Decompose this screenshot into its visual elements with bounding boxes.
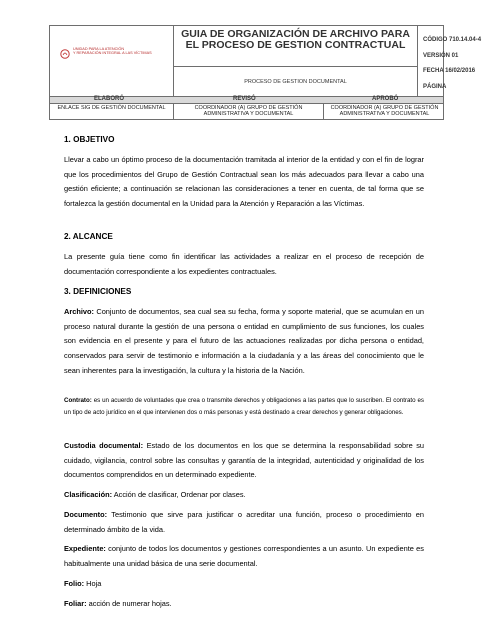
approval-labels-row — [50, 96, 443, 103]
definition-foliar — [64, 597, 424, 612]
reviso-label: REVISÓ — [233, 96, 256, 102]
process-cell — [174, 67, 417, 96]
meta-cell — [417, 26, 487, 96]
def-documento: Testimonio que sirve para justificar o acreditar una función, proceso o procedimiento en determinado ámbito de la vida. — [64, 510, 424, 534]
doc-version: VERSIÓN 01 — [423, 53, 459, 59]
logo-cell — [50, 26, 174, 96]
aprobo-value: COORDINADOR (A) GRUPO DE GESTIÓN ADMINISTRATIVA Y DOCUMENTAL — [330, 105, 439, 117]
term-contrato: Contrato: — [64, 397, 92, 404]
title-cell — [174, 26, 417, 67]
org-name-line1: UNIDAD PARA LA ATENCIÓN — [73, 46, 125, 51]
def-clasificacion: Acción de clasificar, Ordenar por clases. — [112, 490, 246, 499]
def-contrato: es un acuerdo de voluntades que crea o transmite derechos y obligaciones a las partes que lo suscriben. El contrato es un tipo de acto jurídico en el que intervienen dos o más personas y está destinado a crear derechos y generar obligaciones. — [64, 397, 424, 416]
doc-code: CÓDIGO 710.14.04-4 — [423, 37, 482, 43]
def-archivo: Conjunto de documentos, sea cual sea su fecha, forma y soporte material, que se acumulan en un proceso natural durante la gestión de una persona o entidad en cumplimiento de sus funciones, los cuales son evidencia en el presente y para el futuro de las actuaciones realizadas por dicha persona o entidad, conservados para servir de testimonio e información a la ciudadanía y a las áreas del conocimiento que le sean inherentes para la investigación, la cultura y la historia de la Nación. — [64, 307, 424, 375]
aprobo-label: APROBÓ — [372, 96, 399, 102]
term-foliar: Foliar: — [64, 599, 87, 608]
section-alcance-heading: 2. ALCANCE — [64, 232, 113, 241]
definition-clasificacion — [64, 488, 424, 503]
doc-page: PÁGINA — [423, 84, 447, 90]
term-folio: Folio: — [64, 579, 85, 588]
term-clasificacion: Clasificación: — [64, 490, 113, 499]
definition-documento — [64, 508, 424, 537]
elaboro-label: ELABORÓ — [94, 96, 124, 102]
def-foliar: acción de numerar hojas. — [86, 599, 172, 608]
term-expediente: Expediente: — [64, 544, 106, 553]
document-header-table — [49, 25, 482, 120]
term-archivo: Archivo: — [64, 307, 94, 316]
term-documento: Documento: — [64, 510, 108, 519]
def-expediente: conjunto de todos los documentos y gestiones correspondientes a un asunto. Un expediente es habitualmente una unidad básica de una serie documental. — [64, 544, 424, 568]
elaboro-value: ENLACE SIG DE GESTIÓN DOCUMENTAL — [50, 104, 174, 120]
definition-contrato — [64, 395, 424, 419]
section-definiciones-heading: 3. DEFINICIONES — [64, 287, 132, 296]
org-name-line2: Y REPARACIÓN INTEGRAL A LAS VÍCTIMAS — [73, 51, 152, 55]
definition-folio — [64, 577, 424, 592]
section-alcance-text: La presente guía tiene como fin identificar las actividades a realizar en el proceso de recepción de documentación correspondiente a los expedientes contractuales. — [64, 252, 424, 276]
org-logo — [60, 46, 152, 56]
section-objetivo-text: Llevar a cabo un óptimo proceso de la documentación tramitada al interior de la entidad y con el fin de lograr que los procedimientos del Grupo de Gestión Contractual sean los más adecuados para llevar a cabo una gestión eficiente; a continuación se relacionan las consideraciones a tener en cuenta, de tal forma que se fortalezca la gestión documental en la Unidad para la Atención y Reparación a las Víctimas. — [64, 155, 424, 209]
term-custodia: Custodia documental: — [64, 441, 144, 450]
section-objetivo-heading: 1. OBJETIVO — [64, 135, 115, 144]
coat-of-arms-icon — [60, 46, 70, 56]
document-title: GUIA DE ORGANIZACIÓN DE ARCHIVO PARA EL PROCESO DE GESTION CONTRACTUAL — [181, 28, 410, 51]
def-folio: Hoja — [84, 579, 102, 588]
doc-date: FECHA 16/02/2016 — [423, 68, 476, 74]
reviso-value: COORDINADOR (A) GRUPO DE GESTIÓN ADMINISTRATIVA Y DOCUMENTAL — [174, 104, 324, 120]
def-custodia: Estado de los documentos en los que se determina la responsabilidad sobre su cuidado, vigilancia, control sobre las consultas y garantía de la integridad, autenticidad y originalidad de los documentos comprendidos en un determinado expediente. — [64, 441, 424, 480]
process-name: PROCESO DE GESTION DOCUMENTAL — [244, 79, 347, 85]
approval-values-row — [50, 103, 443, 120]
definition-archivo — [64, 305, 424, 379]
definition-custodia — [64, 439, 424, 483]
definition-expediente — [64, 542, 424, 571]
